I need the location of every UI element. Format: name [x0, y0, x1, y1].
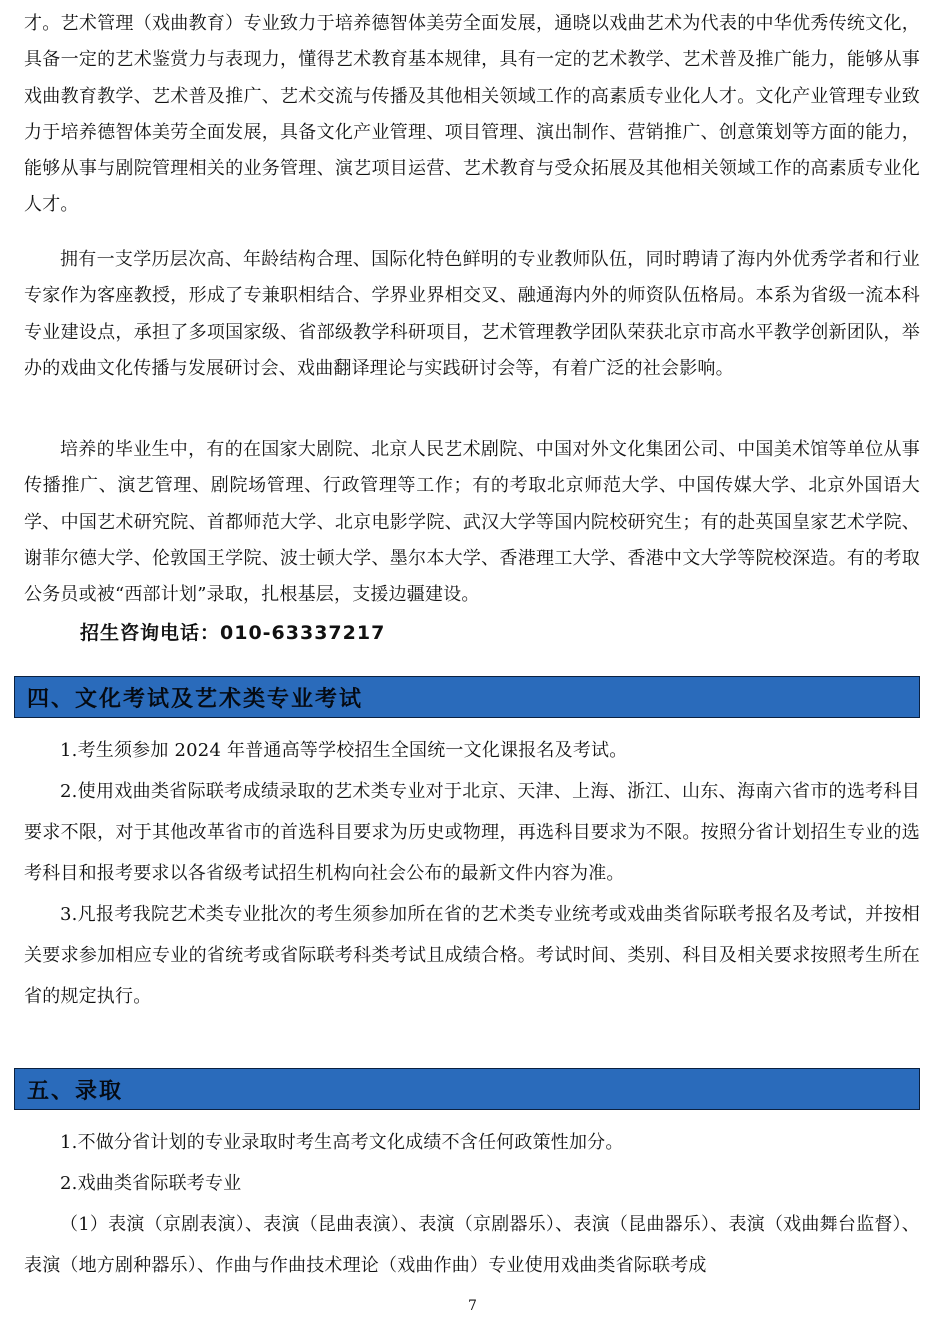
admission-item-1: 1.不做分省计划的专业录取时考生高考文化成绩不含任何政策性加分。	[60, 1132, 624, 1153]
section-heading-exams	[14, 676, 920, 718]
page-number: 7	[468, 1298, 477, 1314]
section-heading-admission	[14, 1068, 920, 1110]
exam-item-2: 2.使用戏曲类省际联考成绩录取的艺术类专业对于北京、天津、上海、浙江、山东、海南六省市的选考科目要求不限，对于其他改革省市的首选科目要求为历史或物理，再选科目要求为不限。按照分省计划招生专业的选考科目和报考要求以各省级考试招生机构向社会公布的最新文件内容为准。	[24, 781, 920, 884]
section-heading-exams-title: 四、文化考试及艺术类专业考试	[27, 685, 364, 712]
exam-item-3: 3.凡报考我院艺术类专业批次的考生须参加所在省的艺术类专业统考或戏曲类省际联考报名及考试，并按相关要求参加相应专业的省统考或省际联考科类考试且成绩合格。考试时间、类别、科目及相关要求按照考生所在省的规定执行。	[24, 904, 920, 1007]
section-heading-admission-title: 五、录取	[27, 1077, 124, 1104]
paragraph-programs: 才。艺术管理（戏曲教育）专业致力于培养德智体美劳全面发展，通晓以戏曲艺术为代表的中华优秀传统文化，具备一定的艺术鉴赏力与表现力，懂得艺术教育基本规律，具有一定的艺术教学、艺术普及推广能力，能够从事戏曲教育教学、艺术普及推广、艺术交流与传播及其他相关领域工作的高素质专业化人才。文化产业管理专业致力于培养德智体美劳全面发展，具备文化产业管理、项目管理、演出制作、营销推广、创意策划等方面的能力，能够从事与剧院管理相关的业务管理、演艺项目运营、艺术教育与受众拓展及其他相关领域工作的高素质专业化人才。	[24, 13, 920, 216]
admission-item-2: 2.戏曲类省际联考专业	[60, 1173, 242, 1194]
paragraph-graduates: 培养的毕业生中，有的在国家大剧院、北京人民艺术剧院、中国对外文化集团公司、中国美术馆等单位从事传播推广、演艺管理、剧院场管理、行政管理等工作；有的考取北京师范大学、中国传媒大学、北京外国语大学、中国艺术研究院、首都师范大学、北京电影学院、武汉大学等国内院校研究生；有的赴英国皇家艺术学院、谢菲尔德大学、伦敦国王学院、波士顿大学、墨尔本大学、香港理工大学、香港中文大学等院校深造。有的考取公务员或被“西部计划”录取，扎根基层，支援边疆建设。	[24, 439, 920, 606]
admission-hotline: 招生咨询电话：010-63337217	[80, 622, 386, 644]
admission-item-3: （1）表演（京剧表演）、表演（昆曲表演）、表演（京剧器乐）、表演（昆曲器乐）、表演（戏曲舞台监督）、表演（地方剧种器乐）、作曲与作曲技术理论（戏曲作曲）专业使用戏曲类省际联考成	[24, 1214, 920, 1276]
paragraph-faculty: 拥有一支学历层次高、年龄结构合理、国际化特色鲜明的专业教师队伍，同时聘请了海内外优秀学者和行业专家作为客座教授，形成了专兼职相结合、学界业界相交叉、融通海内外的师资队伍格局。本系为省级一流本科专业建设点，承担了多项国家级、省部级教学科研项目，艺术管理教学团队荣获北京市高水平教学创新团队，举办的戏曲文化传播与发展研讨会、戏曲翻译理论与实践研讨会等，有着广泛的社会影响。	[24, 249, 920, 379]
exam-item-1: 1.考生须参加 2024 年普通高等学校招生全国统一文化课报名及考试。	[60, 740, 628, 761]
